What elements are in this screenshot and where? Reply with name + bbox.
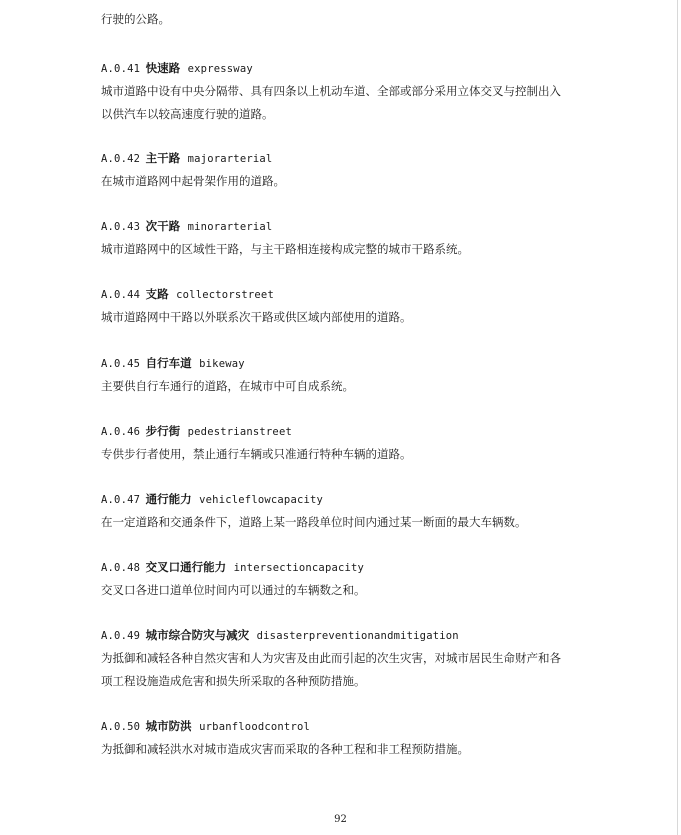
entry-definition (101, 738, 591, 761)
entry-heading (101, 286, 591, 303)
glossary-entry (101, 286, 591, 329)
entry-code: A.0.45 (101, 358, 141, 370)
entry-code: A.0.42 (101, 153, 141, 165)
entry-definition (101, 647, 591, 693)
entry-definition (101, 511, 591, 534)
definition-line: 城市道路网中的区域性干路，与主干路相连接构成完整的城市干路系统。 (101, 242, 469, 256)
glossary-entry (101, 355, 591, 398)
entry-heading (101, 60, 591, 77)
entry-term: 步行街 (145, 424, 181, 438)
page-edge-line (677, 0, 678, 835)
entry-english-term: minorarterial (187, 221, 273, 233)
glossary-entry (101, 718, 591, 761)
definition-line: 主要供自行车通行的道路，在城市中可自成系统。 (101, 379, 354, 393)
entry-code: A.0.49 (101, 630, 141, 642)
entry-term: 次干路 (145, 219, 181, 233)
definition-line: 城市道路网中干路以外联系次干路或供区域内部使用的道路。 (101, 310, 412, 324)
entry-term: 自行车道 (145, 356, 192, 370)
entry-term: 主干路 (145, 151, 181, 165)
definition-line: 城市道路中设有中央分隔带、具有四条以上机动车道、全部或部分采用立体交叉与控制出入 (101, 84, 561, 98)
entry-english-term: intersectioncapacity (233, 562, 365, 574)
entry-code: A.0.41 (101, 63, 141, 75)
glossary-entry (101, 150, 591, 193)
glossary-entry (101, 423, 591, 466)
definition-line: 专供步行者使用，禁止通行车辆或只准通行特种车辆的道路。 (101, 447, 412, 461)
entry-term: 支路 (145, 287, 169, 301)
entry-definition (101, 443, 591, 466)
glossary-entry (101, 627, 591, 693)
entry-heading (101, 627, 591, 644)
entry-english-term: bikeway (199, 358, 245, 370)
entry-code: A.0.44 (101, 289, 141, 301)
entry-heading (101, 355, 591, 372)
glossary-entry (101, 491, 591, 534)
entry-english-term: pedestrianstreet (187, 426, 292, 438)
entry-definition (101, 306, 591, 329)
entry-term: 交叉口通行能力 (145, 560, 227, 574)
entry-heading (101, 718, 591, 735)
definition-line: 以供汽车以较高速度行驶的道路。 (101, 107, 274, 121)
definition-line: 交叉口各进口道单位时间内可以通过的车辆数之和。 (101, 583, 366, 597)
entry-english-term: urbanfloodcontrol (199, 721, 311, 733)
glossary-entry (101, 60, 591, 126)
glossary-entry (101, 559, 591, 602)
entry-english-term: majorarterial (187, 153, 273, 165)
entry-code: A.0.47 (101, 494, 141, 506)
entry-heading (101, 559, 591, 576)
definition-line: 在一定道路和交通条件下，道路上某一路段单位时间内通过某一断面的最大车辆数。 (101, 515, 527, 529)
entry-code: A.0.46 (101, 426, 141, 438)
entry-code: A.0.43 (101, 221, 141, 233)
entry-definition (101, 170, 591, 193)
entry-english-term: collectorstreet (176, 289, 274, 301)
entry-code: A.0.50 (101, 721, 141, 733)
definition-line: 项工程设施造成危害和损失所采取的各种预防措施。 (101, 674, 366, 688)
entry-term: 通行能力 (145, 492, 192, 506)
definition-line: 为抵御和减轻洪水对城市造成灾害而采取的各种工程和非工程预防措施。 (101, 742, 469, 756)
entry-english-term: disasterpreventionandmitigation (256, 630, 459, 642)
continuation-text: 行驶的公路。 (101, 12, 170, 26)
definition-line: 为抵御和减轻各种自然灾害和人为灾害及由此而引起的次生灾害，对城市居民生命财产和各 (101, 651, 561, 665)
entry-definition (101, 579, 591, 602)
entry-english-term: expressway (187, 63, 253, 75)
entry-definition (101, 80, 591, 126)
entry-definition (101, 238, 591, 261)
entry-code: A.0.48 (101, 562, 141, 574)
entry-heading (101, 218, 591, 235)
entry-definition (101, 375, 591, 398)
entry-term: 快速路 (145, 61, 181, 75)
entry-term: 城市综合防灾与减灾 (145, 628, 250, 642)
entry-heading (101, 423, 591, 440)
entry-english-term: vehicleflowcapacity (199, 494, 324, 506)
entry-heading (101, 150, 591, 167)
entry-term: 城市防洪 (145, 719, 192, 733)
glossary-entry (101, 218, 591, 261)
definition-line: 在城市道路网中起骨架作用的道路。 (101, 174, 285, 188)
page-number: 92 (334, 814, 347, 825)
entry-heading (101, 491, 591, 508)
